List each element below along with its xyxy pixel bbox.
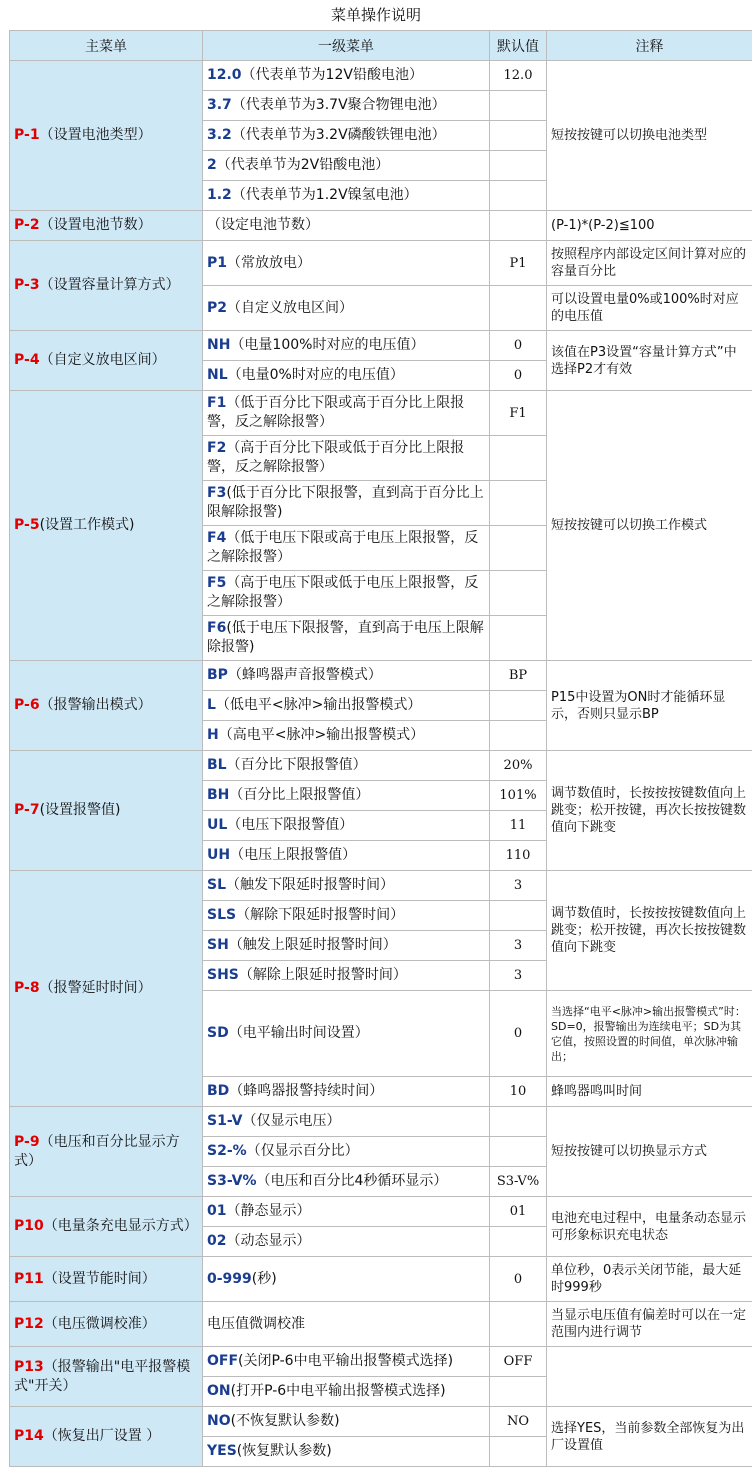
sub-menu-text: （触发下限延时报警时间）: [226, 877, 395, 893]
default-value: [490, 1227, 547, 1257]
sub-menu-text: （自定义放电区间）: [227, 299, 354, 316]
sub-menu-text: （蜂鸣器报警持续时间）: [229, 1083, 384, 1099]
main-menu-code: P-3: [14, 277, 40, 293]
sub-menu-cell: [203, 61, 490, 91]
table-row: [10, 661, 752, 691]
sub-menu-text: (关闭P-6中电平输出报警模式选择): [238, 1353, 454, 1369]
table-row: [10, 1347, 752, 1377]
main-menu-cell: [10, 391, 203, 661]
sub-menu-cell: [203, 811, 490, 841]
sub-menu-text: （仅显示百分比）: [246, 1143, 359, 1159]
sub-menu-cell: [203, 91, 490, 121]
sub-menu-text: （动态显示）: [226, 1233, 311, 1249]
header-default: 默认值: [490, 31, 547, 61]
default-value: [490, 616, 547, 661]
default-value: 0: [490, 331, 547, 361]
sub-menu-text: (不恢复默认参数): [230, 1413, 340, 1429]
table-row: [10, 1407, 752, 1437]
default-value: 101%: [490, 781, 547, 811]
sub-menu-code: 1.2: [207, 187, 232, 203]
sub-menu-cell: [203, 1407, 490, 1437]
sub-menu-code: SHS: [207, 967, 239, 983]
main-menu-label: （电压和百分比显示方式）: [14, 1133, 180, 1169]
default-value: 3: [490, 871, 547, 901]
main-menu-label: （电量条充电显示方式）: [43, 1218, 198, 1234]
sub-menu-cell: [203, 1302, 490, 1347]
sub-menu-text: （代表单节为12V铅酸电池）: [241, 67, 423, 83]
sub-menu-text: （触发上限延时报警时间）: [228, 937, 397, 953]
main-menu-label: （报警输出"电平报警模式"开关）: [14, 1358, 191, 1394]
main-menu-code: P13: [14, 1358, 44, 1375]
sub-menu-text: （设定电池节数）: [207, 217, 319, 233]
sub-menu-code: H: [207, 727, 219, 743]
table-row: [10, 1257, 752, 1302]
sub-menu-text: （电量100%时对应的电压值）: [230, 337, 425, 353]
default-value: [490, 571, 547, 616]
note-cell: (P-1)*(P-2)≦100: [547, 211, 752, 241]
sub-menu-code: 02: [207, 1233, 227, 1249]
sub-menu-text: （代表单节为1.2V镍氢电池）: [231, 187, 418, 203]
default-value: [490, 121, 547, 151]
main-menu-label: （设置节能时间）: [43, 1270, 156, 1287]
sub-menu-text: （高电平<脉冲>输出报警模式）: [218, 727, 425, 743]
default-value: 11: [490, 811, 547, 841]
main-menu-code: P10: [14, 1218, 44, 1234]
sub-menu-text: （蜂鸣器声音报警模式）: [227, 667, 382, 683]
sub-menu-code: S2-%: [207, 1143, 247, 1159]
sub-menu-code: SH: [207, 937, 229, 953]
main-menu-cell: [10, 1347, 203, 1407]
sub-menu-text: （代表单节为2V铅酸电池）: [216, 157, 390, 173]
table-row: [10, 241, 752, 286]
default-value: [490, 721, 547, 751]
sub-menu-cell: [203, 721, 490, 751]
main-menu-cell: [10, 751, 203, 871]
sub-menu-cell: [203, 361, 490, 391]
note-cell: 电池充电过程中，电量条动态显示可形象标识充电状态: [547, 1197, 752, 1257]
sub-menu-cell: [203, 1347, 490, 1377]
sub-menu-text: （电量0%时对应的电压值）: [227, 367, 404, 383]
default-value: 3: [490, 961, 547, 991]
page-title: 菜单操作说明: [330, 6, 421, 24]
sub-menu-text: （电压和百分比4秒循环显示）: [256, 1173, 448, 1189]
default-value: [490, 526, 547, 571]
sub-menu-text: （仅显示电压）: [242, 1113, 341, 1129]
sub-menu-text: （电压上限报警值）: [230, 847, 357, 863]
header-row: [10, 31, 752, 61]
main-menu-cell: [10, 241, 203, 331]
sub-menu-cell: [203, 1077, 490, 1107]
sub-menu-code: F3: [207, 485, 227, 501]
main-menu-cell: [10, 211, 203, 241]
default-value: OFF: [490, 1347, 547, 1377]
sub-menu-code: S3-V%: [207, 1173, 257, 1189]
table-row: [10, 1302, 752, 1347]
sub-menu-cell: [203, 1377, 490, 1407]
sub-menu-cell: [203, 181, 490, 211]
sub-menu-code: 12.0: [207, 67, 242, 83]
sub-menu-cell: [203, 1227, 490, 1257]
default-value: [490, 1377, 547, 1407]
main-menu-label: （报警输出模式）: [39, 697, 152, 713]
default-value: [490, 181, 547, 211]
default-value: NO: [490, 1407, 547, 1437]
default-value: P1: [490, 241, 547, 286]
table-row: [10, 211, 752, 241]
table-row: [10, 391, 752, 436]
default-value: 0: [490, 991, 547, 1077]
sub-menu-cell: [203, 931, 490, 961]
table-row: [10, 751, 752, 781]
sub-menu-cell: [203, 1437, 490, 1467]
main-menu-cell: [10, 1107, 203, 1197]
main-menu-label: （报警延时时间）: [39, 980, 152, 996]
sub-menu-text: 电压值微调校准: [207, 1315, 305, 1332]
main-menu-label: (设置工作模式): [39, 517, 135, 533]
main-menu-label: （自定义放电区间）: [39, 352, 166, 368]
main-menu-cell: [10, 661, 203, 751]
sub-menu-code: NL: [207, 367, 228, 383]
sub-menu-code: 3.2: [207, 127, 232, 143]
note-cell: 当显示电压值有偏差时可以在一定范围内进行调节: [547, 1302, 752, 1347]
note-cell: 短按按键可以切换显示方式: [547, 1107, 752, 1197]
sub-menu-code: L: [207, 697, 216, 713]
sub-menu-code: 3.7: [207, 97, 232, 113]
default-value: 10: [490, 1077, 547, 1107]
table-row: [10, 1107, 752, 1137]
sub-menu-code: NO: [207, 1413, 231, 1429]
main-menu-cell: [10, 331, 203, 391]
sub-menu-text: (秒): [251, 1270, 277, 1287]
sub-menu-text: （电平输出时间设置）: [228, 1025, 369, 1041]
main-menu-code: P-1: [14, 127, 40, 143]
default-value: 0: [490, 361, 547, 391]
default-value: BP: [490, 661, 547, 691]
sub-menu-text: (恢复默认参数): [236, 1443, 332, 1459]
default-value: [490, 1437, 547, 1467]
sub-menu-text: （电压下限报警值）: [227, 817, 354, 833]
sub-menu-cell: [203, 526, 490, 571]
main-menu-code: P12: [14, 1315, 44, 1332]
sub-menu-cell: [203, 991, 490, 1077]
note-cell: 单位秒，0表示关闭节能，最大延时999秒: [547, 1257, 752, 1302]
main-menu-code: P-7: [14, 802, 40, 818]
note-cell: 调节数值时，长按按按键数值向上跳变；松开按键，再次长按按键数值向下跳变: [547, 871, 752, 991]
table-row: [10, 61, 752, 91]
main-menu-code: P-8: [14, 980, 40, 996]
note-cell: [547, 1347, 752, 1407]
main-menu-cell: [10, 61, 203, 211]
main-menu-label: （设置容量计算方式）: [39, 277, 180, 293]
sub-menu-cell: [203, 571, 490, 616]
main-menu-cell: [10, 1407, 203, 1467]
main-menu-code: P-2: [14, 217, 40, 233]
default-value: [490, 436, 547, 481]
default-value: [490, 901, 547, 931]
main-menu-cell: [10, 1302, 203, 1347]
menu-table: [9, 30, 752, 1467]
table-row: [10, 871, 752, 901]
sub-menu-code: NH: [207, 337, 231, 353]
sub-menu-code: F1: [207, 395, 227, 411]
main-menu-code: P-9: [14, 1133, 40, 1150]
sub-menu-code: F4: [207, 530, 227, 546]
sub-menu-cell: [203, 1107, 490, 1137]
sub-menu-code: YES: [207, 1443, 237, 1459]
note-cell: 短按按键可以切换电池类型: [547, 61, 752, 211]
sub-menu-code: SL: [207, 877, 227, 893]
sub-menu-text: （高于电压下限或低于电压上限报警，反之解除报警）: [207, 575, 479, 610]
sub-menu-cell: [203, 661, 490, 691]
sub-menu-cell: [203, 781, 490, 811]
header-main-menu: 主菜单: [10, 31, 203, 61]
main-menu-code: P14: [14, 1428, 44, 1444]
sub-menu-code: UL: [207, 817, 228, 833]
default-value: [490, 1302, 547, 1347]
table-row: [10, 331, 752, 361]
sub-menu-code: P1: [207, 254, 228, 271]
default-value: 3: [490, 931, 547, 961]
main-menu-cell: [10, 871, 203, 1107]
sub-menu-cell: [203, 1257, 490, 1302]
sub-menu-cell: [203, 871, 490, 901]
default-value: [490, 286, 547, 331]
sub-menu-cell: [203, 151, 490, 181]
main-menu-code: P11: [14, 1270, 44, 1287]
note-cell: 蜂鸣器鸣叫时间: [547, 1077, 752, 1107]
sub-menu-code: S1-V: [207, 1113, 243, 1129]
sub-menu-code: F5: [207, 575, 227, 591]
default-value: [490, 211, 547, 241]
note-cell: 按照程序内部设定区间计算对应的容量百分比: [547, 241, 752, 286]
sub-menu-cell: [203, 841, 490, 871]
note-cell: 可以设置电量0%或100%时对应的电压值: [547, 286, 752, 331]
sub-menu-cell: [203, 1167, 490, 1197]
sub-menu-cell: [203, 286, 490, 331]
main-menu-code: P-5: [14, 517, 40, 533]
default-value: [490, 91, 547, 121]
sub-menu-cell: [203, 1197, 490, 1227]
default-value: [490, 151, 547, 181]
main-menu-label: （恢复出厂设置 ）: [43, 1428, 161, 1444]
sub-menu-code: UH: [207, 847, 231, 863]
main-menu-label: （电压微调校准）: [43, 1315, 156, 1332]
sub-menu-cell: [203, 751, 490, 781]
sub-menu-cell: [203, 391, 490, 436]
main-menu-code: P-6: [14, 697, 40, 713]
sub-menu-cell: [203, 241, 490, 286]
sub-menu-text: (打开P-6中电平输出报警模式选择): [230, 1383, 446, 1399]
main-menu-label: （设置电池类型）: [39, 127, 152, 143]
header-sub-menu: 一级菜单: [203, 31, 490, 61]
sub-menu-text: （静态显示）: [226, 1203, 311, 1219]
default-value: 110: [490, 841, 547, 871]
sub-menu-code: SLS: [207, 907, 237, 923]
sub-menu-cell: [203, 901, 490, 931]
default-value: 12.0: [490, 61, 547, 91]
default-value: 0: [490, 1257, 547, 1302]
sub-menu-text: (低于电压下限报警，直到高于电压上限解除报警): [207, 620, 484, 655]
sub-menu-code: BL: [207, 757, 227, 773]
main-menu-label: （设置电池节数）: [39, 217, 152, 233]
sub-menu-cell: [203, 211, 490, 241]
default-value: [490, 691, 547, 721]
sub-menu-code: BD: [207, 1083, 230, 1099]
note-cell: P15中设置为ON时才能循环显示，否则只显示BP: [547, 661, 752, 751]
note-cell: 短按按键可以切换工作模式: [547, 391, 752, 661]
sub-menu-cell: [203, 331, 490, 361]
default-value: S3-V%: [490, 1167, 547, 1197]
main-menu-cell: [10, 1197, 203, 1257]
default-value: 20%: [490, 751, 547, 781]
sub-menu-code: OFF: [207, 1353, 239, 1369]
default-value: [490, 481, 547, 526]
main-menu-code: P-4: [14, 352, 40, 368]
sub-menu-text: （解除上限延时报警时间）: [238, 967, 407, 983]
sub-menu-text: （代表单节为3.2V磷酸铁锂电池）: [231, 127, 446, 143]
sub-menu-text: （低电平<脉冲>输出报警模式）: [215, 697, 422, 713]
sub-menu-text: （百分比下限报警值）: [226, 757, 367, 773]
sub-menu-code: F2: [207, 440, 227, 456]
sub-menu-code: BH: [207, 787, 230, 803]
table-row: [10, 1197, 752, 1227]
note-cell: 当选择“电平<脉冲>输出报警模式”时：SD=0，报警输出为连续电平；SD为其它值，按照设置的时间值，单次脉冲输出；: [547, 991, 752, 1077]
header-note: 注释: [547, 31, 752, 61]
note-cell: 该值在P3设置“容量计算方式”中选择P2才有效: [547, 331, 752, 391]
default-value: F1: [490, 391, 547, 436]
sub-menu-text: （代表单节为3.7V聚合物锂电池）: [231, 97, 446, 113]
sub-menu-text: （解除下限延时报警时间）: [236, 907, 405, 923]
sub-menu-text: （高于百分比下限或低于百分比上限报警，反之解除报警）: [207, 440, 465, 475]
sub-menu-cell: [203, 1137, 490, 1167]
sub-menu-cell: [203, 961, 490, 991]
note-cell: 选择YES，当前参数全部恢复为出厂设置值: [547, 1407, 752, 1467]
sub-menu-cell: [203, 121, 490, 151]
default-value: 01: [490, 1197, 547, 1227]
sub-menu-cell: [203, 616, 490, 661]
default-value: [490, 1107, 547, 1137]
sub-menu-code: 01: [207, 1203, 227, 1219]
sub-menu-code: 0-999: [207, 1270, 252, 1287]
sub-menu-text: （常放放电）: [227, 254, 312, 271]
sub-menu-code: SD: [207, 1025, 229, 1041]
note-cell: 调节数值时，长按按按键数值向上跳变；松开按键，再次长按按键数值向下跳变: [547, 751, 752, 871]
sub-menu-text: (低于百分比下限报警，直到高于百分比上限解除报警): [207, 485, 484, 520]
sub-menu-code: F6: [207, 620, 227, 636]
sub-menu-cell: [203, 691, 490, 721]
sub-menu-cell: [203, 436, 490, 481]
default-value: [490, 1137, 547, 1167]
main-menu-cell: [10, 1257, 203, 1302]
main-menu-label: (设置报警值): [39, 802, 121, 818]
sub-menu-text: （百分比上限报警值）: [229, 787, 370, 803]
sub-menu-code: 2: [207, 157, 217, 173]
sub-menu-code: ON: [207, 1383, 231, 1399]
sub-menu-text: （低于百分比下限或高于百分比上限报警，反之解除报警）: [207, 395, 465, 430]
sub-menu-code: P2: [207, 299, 228, 316]
sub-menu-text: （低于电压下限或高于电压上限报警，反之解除报警）: [207, 530, 479, 565]
sub-menu-code: BP: [207, 667, 228, 683]
sub-menu-cell: [203, 481, 490, 526]
